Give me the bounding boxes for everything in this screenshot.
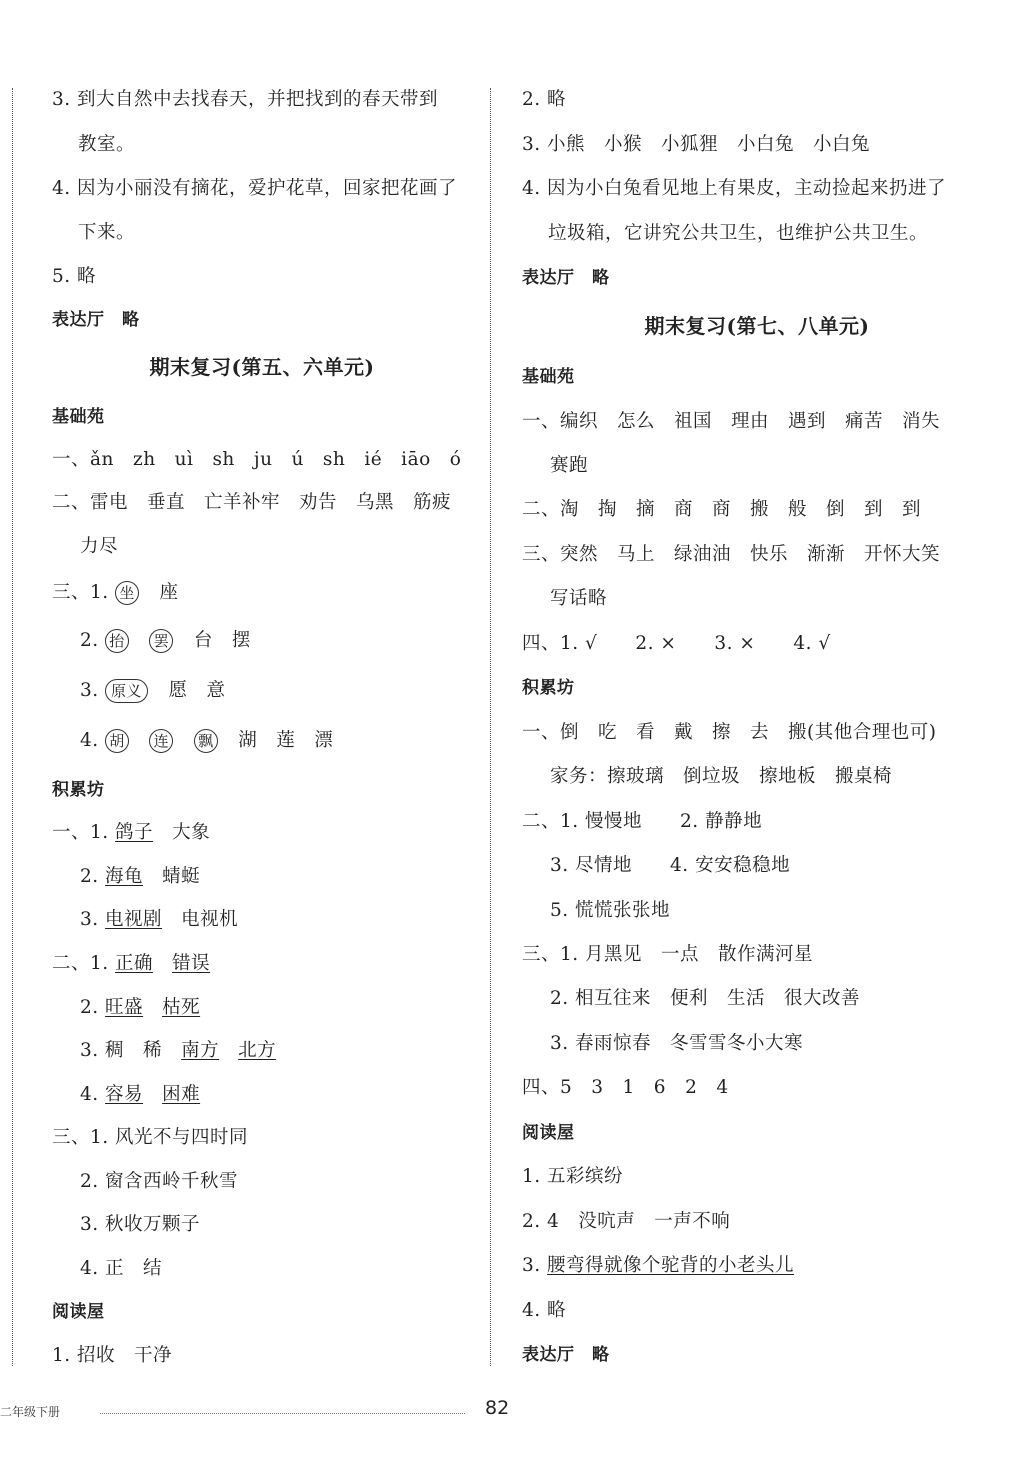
answer-line (52, 996, 200, 1020)
answer-line: 1. 五彩缤纷 (522, 1166, 624, 1187)
item-number: 二、1. (52, 953, 109, 974)
answer-line: 力尽 (80, 536, 119, 557)
circled-char: 胡 (105, 729, 129, 753)
answer-line: 三、1. 月黑见 一点 散作满河星 (522, 944, 814, 965)
underlined-answer: 枯死 (162, 997, 201, 1018)
section-header-express: 表达厅 略 (522, 268, 610, 288)
underlined-answer: 容易 (105, 1084, 144, 1105)
section-header-express: 表达厅 略 (52, 310, 140, 330)
answer-line (52, 1039, 276, 1063)
answer-line: 4. 因为小丽没有摘花，爱护花草，回家把花画了 (52, 178, 458, 199)
answer-text: 大象 (172, 822, 211, 843)
underlined-answer: 正确 (115, 953, 154, 974)
answer-line: 2. 窗含西岭千秋雪 (80, 1171, 239, 1192)
answer-line: 3. 小熊 小猴 小狐狸 小白兔 小白兔 (522, 134, 871, 155)
underlined-answer: 鸽子 (115, 822, 154, 843)
answer-line: 1. 招收 干净 (52, 1345, 173, 1366)
answer-line: 三、突然 马上 绿油油 快乐 渐渐 开怀大笑 (522, 544, 941, 565)
left-margin-dotted-line (12, 88, 14, 1366)
circled-char: 坐 (115, 581, 139, 605)
answer-line: 4. 正 结 (80, 1258, 163, 1279)
item-number: 3. (80, 680, 99, 701)
subsection-header-reading: 阅读屋 (52, 1302, 105, 1322)
answer-line (522, 1254, 794, 1278)
circled-char: 飘 (194, 729, 218, 753)
underlined-answer: 北方 (238, 1040, 277, 1061)
answer-text: 湖 莲 漂 (238, 730, 334, 751)
answer-line: 2. 相互往来 便利 生活 很大改善 (550, 988, 861, 1009)
item-number: 4. (80, 1084, 99, 1105)
circled-char: 连 (149, 729, 173, 753)
subsection-header-basic: 基础苑 (52, 407, 105, 427)
answer-line: 3. 春雨惊春 冬雪雪冬小大寒 (550, 1033, 804, 1054)
item-number: 3. (80, 909, 99, 930)
answer-line: 四、1. √ 2. × 3. × 4. √ (522, 633, 831, 654)
answer-line: 一、倒 吃 看 戴 擦 去 搬(其他合理也可) (522, 722, 937, 743)
item-number: 三、1. (52, 582, 109, 603)
item-number: 3. (80, 1040, 99, 1061)
answer-line (52, 729, 333, 753)
answer-line: 2. 4 没吭声 一声不响 (522, 1211, 731, 1232)
subsection-header-reading: 阅读屋 (522, 1123, 575, 1143)
answer-line: 3. 尽情地 4. 安安稳稳地 (550, 855, 791, 876)
answer-line (52, 908, 238, 932)
answer-text: 稠 稀 (105, 1040, 163, 1061)
page-number: 82 (485, 1397, 510, 1419)
footer-dotted-rule (100, 1413, 465, 1414)
circled-word: 原义 (105, 679, 148, 703)
answer-line: 5. 略 (52, 266, 97, 287)
answer-line (52, 821, 210, 845)
item-number: 2. (80, 866, 99, 887)
answer-line: 3. 秋收万颗子 (80, 1214, 201, 1235)
underlined-answer: 南方 (181, 1040, 220, 1061)
grade-label: 二年级下册 (0, 1405, 61, 1419)
subsection-header-accumulate: 积累坊 (522, 678, 575, 698)
answer-line: 4. 略 (522, 1300, 567, 1321)
item-number: 2. (80, 997, 99, 1018)
underlined-answer: 海龟 (105, 866, 144, 887)
underlined-answer: 困难 (162, 1084, 201, 1105)
item-number: 4. (80, 730, 99, 751)
section-title: 期末复习(第五、六单元) (149, 355, 375, 379)
answer-line: 三、1. 风光不与四时同 (52, 1127, 249, 1148)
answer-line (52, 952, 210, 976)
answer-line (52, 629, 251, 653)
answer-line: 教室。 (78, 134, 136, 155)
answer-line (52, 581, 178, 605)
item-number: 2. (80, 630, 99, 651)
answer-line: 写话略 (550, 588, 608, 609)
answer-text: 座 (159, 582, 179, 603)
subsection-header-accumulate: 积累坊 (52, 780, 105, 800)
page-footer (0, 1397, 1017, 1427)
answer-line: 3. 到大自然中去找春天，并把找到的春天带到 (52, 89, 439, 110)
item-number: 3. (522, 1255, 541, 1276)
item-number: 一、1. (52, 822, 109, 843)
section-header-express: 表达厅 略 (522, 1345, 610, 1365)
subsection-header-basic: 基础苑 (522, 367, 575, 387)
answer-text: 愿 意 (168, 680, 226, 701)
underlined-answer: 错误 (172, 953, 211, 974)
answer-line (52, 1083, 200, 1107)
answer-line: 四、5 3 1 6 2 4 (522, 1077, 729, 1098)
answer-line: 4. 因为小白兔看见地上有果皮，主动捡起来扔进了 (522, 178, 947, 199)
answer-text: 电视机 (181, 909, 239, 930)
answer-line: 家务：擦玻璃 倒垃圾 擦地板 搬桌椅 (550, 766, 893, 787)
answer-line: 垃圾箱，它讲究公共卫生，也维护公共卫生。 (548, 223, 929, 244)
circled-char: 罢 (149, 629, 173, 653)
section-title: 期末复习(第七、八单元) (644, 314, 870, 338)
answer-line: 赛跑 (550, 455, 589, 476)
answer-line: 一、编织 怎么 祖国 理由 遇到 痛苦 消失 (522, 411, 941, 432)
answer-line: 二、雷电 垂直 亡羊补牢 劝告 乌黑 筋疲 (52, 492, 452, 513)
answer-line (52, 679, 225, 703)
answer-line: 2. 略 (522, 89, 567, 110)
circled-char: 抬 (105, 629, 129, 653)
underlined-answer: 腰弯得就像个驼背的小老头儿 (547, 1255, 795, 1276)
answer-line: 下来。 (78, 222, 136, 243)
underlined-answer: 旺盛 (105, 997, 144, 1018)
column-divider-dotted-line (490, 88, 492, 1366)
answer-line (52, 865, 200, 889)
answer-text: 蜻蜓 (162, 866, 201, 887)
answer-line: 一、ǎn zh uì sh ju ú sh ié iāo ó (52, 449, 462, 470)
answer-text: 台 摆 (193, 630, 251, 651)
answer-line: 二、1. 慢慢地 2. 静静地 (522, 811, 763, 832)
answer-line: 5. 慌慌张张地 (550, 900, 671, 921)
underlined-answer: 电视剧 (105, 909, 163, 930)
answer-line: 二、淘 掏 摘 商 商 搬 般 倒 到 到 (522, 499, 922, 520)
